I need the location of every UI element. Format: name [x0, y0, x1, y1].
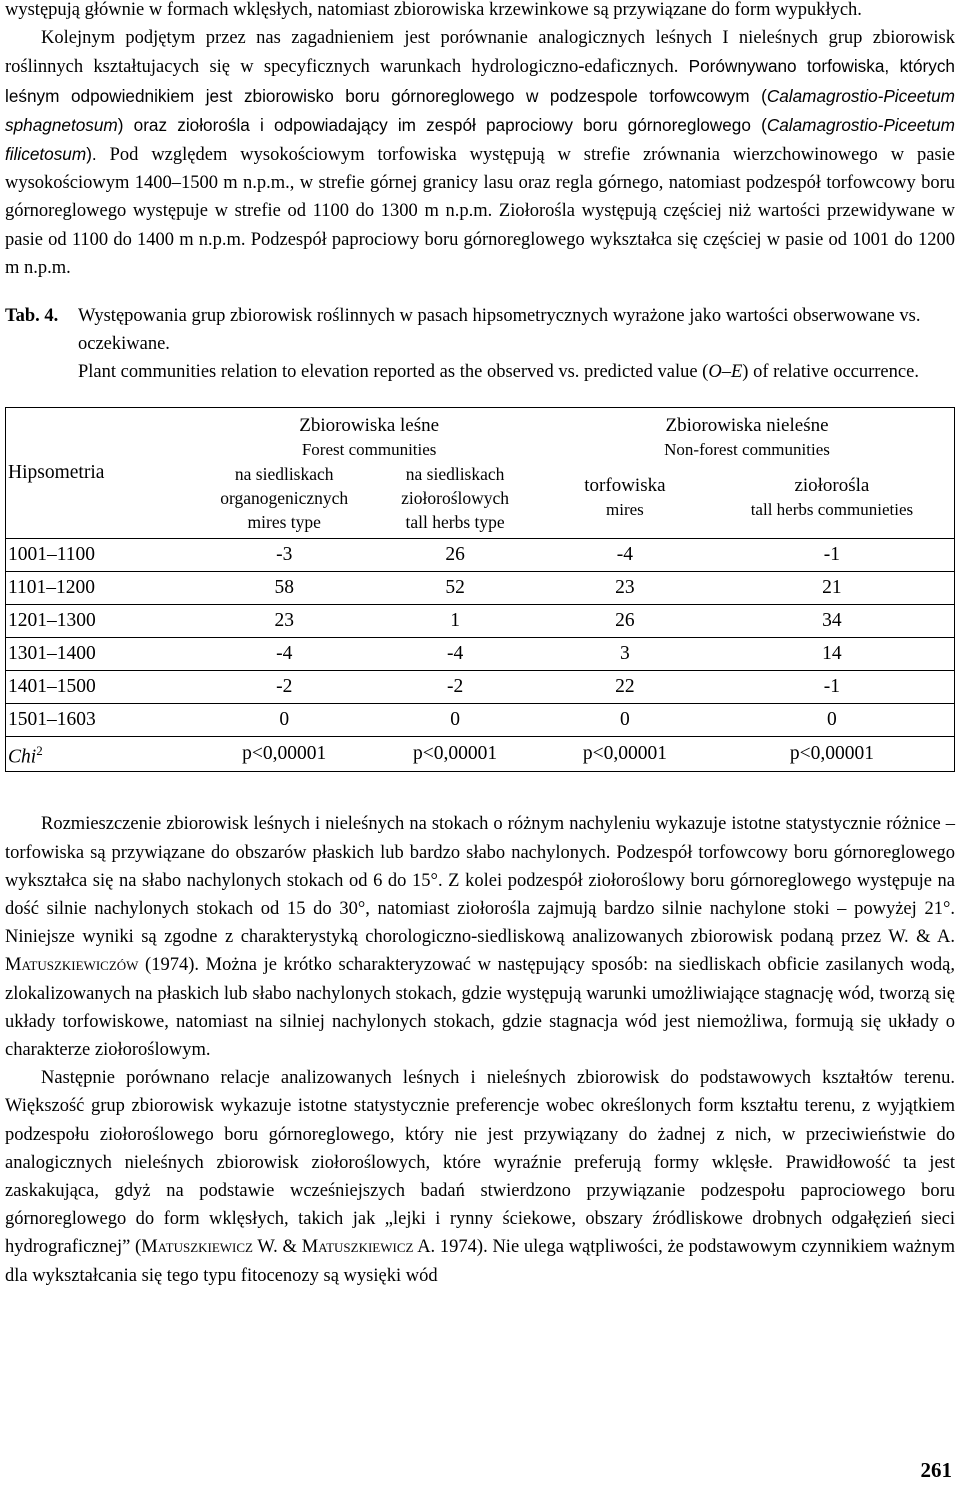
header-line: ziołorośla [794, 474, 870, 496]
cell-torfowiska: 22 [540, 670, 710, 703]
table-body [6, 538, 955, 772]
article-page [5, 0, 955, 1290]
table-row [6, 703, 955, 736]
header-line: tall herbs communieties [750, 499, 914, 519]
table-caption-label: Tab. 4. [5, 306, 59, 327]
cell-chi-pvalue: p<0,00001 [198, 736, 370, 772]
cell-tall-herbs-type: 1 [370, 604, 540, 637]
paragraph-comparison-text: Kolejnym podjętym przez nas zagadnieniem jest porównanie analogicznych leśnych I nieleśnych grup zbiorowisk roślinnych kształtujacych się w specyficznych warunkach hydrologiczno-edaficznych. [5, 28, 955, 78]
cell-mires-type: -2 [198, 670, 370, 703]
cell-torfowiska: -4 [540, 538, 710, 571]
page-number: 261 [920, 1458, 952, 1482]
table-row [6, 670, 955, 703]
table-caption [5, 302, 955, 387]
header-hipsometria: Hipsometria [8, 461, 105, 483]
paragraph-landforms [5, 1064, 955, 1290]
species-name-filicetosum: Calamagrostio-Piceetum filicetosum [5, 114, 955, 165]
species-name-sphagnetosum: Calamagrostio-Piceetum sphagnetosum [5, 85, 955, 135]
row-label: 1401–1500 [6, 670, 199, 703]
text-run: Rozmieszczenie zbiorowisk leśnych i nieleśnych na stokach o różnym nachyleniu wykazuje istotne statystycznie różnice – torfowiska są przywiązane do obszarów płaskich lub bardzo słabo nachylonych. Podzespół torfowcowy boru górnoreglowego wykształca się na słabo nachylonych stokach od 6 do 15°. Z kolei podzespół ziołoroślowy boru górnoreglowego występuje na dość silnie nachylonych stokach od 15 do 30°, natomiast ziołorośla zajmują bardzo silnie nachylone stoki – powyżej 21°. Niniejsze wyniki są zgodne z charakterystyką chorologiczno-siedliskową analizowanych zbiorowisk podaną przez W. & A. [5, 814, 955, 948]
text-run: Porównywano torfowiska, których leśnym odpowiednikiem jest zbiorowisko boru górnoreglowego w podzespole torfowcowym ( [5, 56, 955, 106]
cell-chi-pvalue: p<0,00001 [370, 736, 540, 772]
table-caption-text [78, 302, 955, 387]
header-line: torfowiska [584, 474, 666, 496]
chi-superscript: 2 [36, 742, 43, 758]
chi-label: Chi [8, 746, 37, 768]
header-nonforest-en: Non-forest communities [664, 439, 830, 459]
row-label: 1101–1200 [6, 571, 199, 604]
cell-tall-herbs-type: 26 [370, 538, 540, 571]
header-line: na siedliskach [405, 463, 505, 484]
table-row [6, 604, 955, 637]
text-run: ) of relative occurrence. [742, 362, 919, 383]
row-label: 1001–1100 [6, 538, 199, 571]
cell-chi-pvalue: p<0,00001 [710, 736, 955, 772]
header-col-mires-type [198, 462, 370, 539]
header-line: ziołoroślowych [401, 487, 510, 508]
table-row [6, 637, 955, 670]
text-run: Następnie porównano relacje analizowanych leśnych i nieleśnych zbiorowisk do podstawowych kształtów terenu. Większość grup zbiorowisk wykazuje istotne statystycznie preferencje wobec określonych form kształtu terenu, z wyjątkiem podzespołu ziołoroślowego boru górnoreglowego, który nie jest przywiązany do żadnej z nich, w przeciwieństwie do analogicznych nieleśnych zbiorowisk ziołoroślowych, które wyraźnie preferują formy wklęsłe. Prawidłowość ta jest zaskakująca, gdyż na podstawie wcześniejszych badań stwierdzono przywiązanie podzespołu paprociowego boru górnoreglowego do form wklęsłych, takich jak „lejki i rynny ściekowe, obszary źródliskowe drobnych odgałęzień sieci hydrograficznej” ( [5, 1068, 955, 1258]
cell-tall-herbs-type: -4 [370, 637, 540, 670]
row-label: 1501–1603 [6, 703, 199, 736]
table-row [6, 571, 955, 604]
hypsometry-table [5, 407, 955, 773]
cell-tall-herbs-type: 0 [370, 703, 540, 736]
text-run: ) oraz ziołorośla i odpowiadający im zespół paprociowy boru górnoreglowego ( [117, 114, 767, 135]
cell-ziolorosla: -1 [710, 670, 955, 703]
row-label: 1301–1400 [6, 637, 199, 670]
cell-mires-type: -3 [198, 538, 370, 571]
cell-torfowiska: 0 [540, 703, 710, 736]
cell-ziolorosla: 14 [710, 637, 955, 670]
header-forest-pl: Zbiorowiska leśne [299, 414, 440, 436]
paragraph-continuation: występują głównie w formach wklęsłych, natomiast zbiorowiska krzewinkowe są przywiązane do form wypukłych. [5, 0, 862, 20]
row-label: 1201–1300 [6, 604, 199, 637]
text-run: Plant communities relation to elevation reported as the observed vs. predicted value ( [78, 362, 709, 383]
cell-torfowiska: 3 [540, 637, 710, 670]
cell-mires-type: 58 [198, 571, 370, 604]
cell-mires-type: -4 [198, 637, 370, 670]
header-line: organogenicznych [220, 487, 349, 508]
cell-torfowiska: 23 [540, 571, 710, 604]
cell-ziolorosla: -1 [710, 538, 955, 571]
row-label-chi [6, 736, 199, 772]
paragraph-comparison [5, 24, 955, 282]
header-col-ziolorosla [710, 462, 955, 539]
header-col-tall-herbs-type [370, 462, 540, 539]
table-row-chi [6, 736, 955, 772]
cell-mires-type: 23 [198, 604, 370, 637]
header-col-torfowiska [540, 462, 710, 539]
cell-torfowiska: 26 [540, 604, 710, 637]
table-row [6, 538, 955, 571]
cell-chi-pvalue: p<0,00001 [540, 736, 710, 772]
header-line: mires [606, 499, 644, 519]
author-name: Matuszkiewicz [141, 1237, 254, 1258]
header-forest-communities [198, 407, 540, 462]
cell-tall-herbs-type: 52 [370, 571, 540, 604]
header-nonforest-pl: Zbiorowiska nieleśne [665, 414, 829, 436]
cell-ziolorosla: 0 [710, 703, 955, 736]
text-run: ). [86, 144, 97, 165]
author-name: Matuszkiewicz [301, 1237, 414, 1258]
header-nonforest-communities [540, 407, 954, 462]
cell-ziolorosla: 34 [710, 604, 955, 637]
text-run-italic: O–E [708, 362, 743, 383]
author-name: Matuszkiewiczów [5, 955, 139, 976]
header-line: na siedliskach [234, 463, 334, 484]
cell-ziolorosla: 21 [710, 571, 955, 604]
header-forest-en: Forest communities [301, 439, 437, 459]
cell-tall-herbs-type: -2 [370, 670, 540, 703]
text-run: W. & [253, 1237, 302, 1258]
text-run: A. 1974). Nie ulega wątpliwości, że podstawowym czynnikiem ważnym dla wykształcania się tego typu fitocenozy są wysięki wód [5, 1237, 956, 1286]
header-line: tall herbs type [405, 511, 505, 532]
table-caption-polish: Występowania grup zbiorowisk roślinnych w pasach hipsometrycznych wyrażone jako wartości obserwowane vs. oczekiwane. [78, 306, 921, 355]
paragraph-elevation-text: Pod względem wysokościowym torfowiska występują w strefie zrównania wierzchowinowego w pasie wysokościowym 1400–1500 m n.p.m., w strefie górnej granicy lasu oraz regla górnego, natomiast podzespół torfowcowy boru górnoreglowego występuje w strefie od 1100 do 1300 m n.p.m. Ziołorośla występują częściej niż wartości przewidywane w pasie od 1100 do 1400 m n.p.m. Podzespół paprociowy boru górnoreglowego wykształca się częściej w pasie od 1001 do 1200 m n.p.m. [5, 145, 955, 278]
header-line: mires type [247, 511, 321, 532]
text-run: (1974). Można je krótko scharakteryzować w następujący sposób: na siedliskach obficie zasilanych wodą, zlokalizowanych na płaskich lub słabo nachylonych stokach, gdzie występują warunki umożliwiające stagnację wód, tworzą się układy torfowiskowe, natomiast na silniej nachylonych stokach, gdzie stagnacja wód jest niemożliwa, formują się układy o charakterze ziołoroślowym. [5, 955, 955, 1060]
table-header-group-row [6, 407, 955, 462]
table-caption-english [78, 358, 955, 386]
paragraph-slopes [5, 810, 955, 1064]
cell-mires-type: 0 [198, 703, 370, 736]
